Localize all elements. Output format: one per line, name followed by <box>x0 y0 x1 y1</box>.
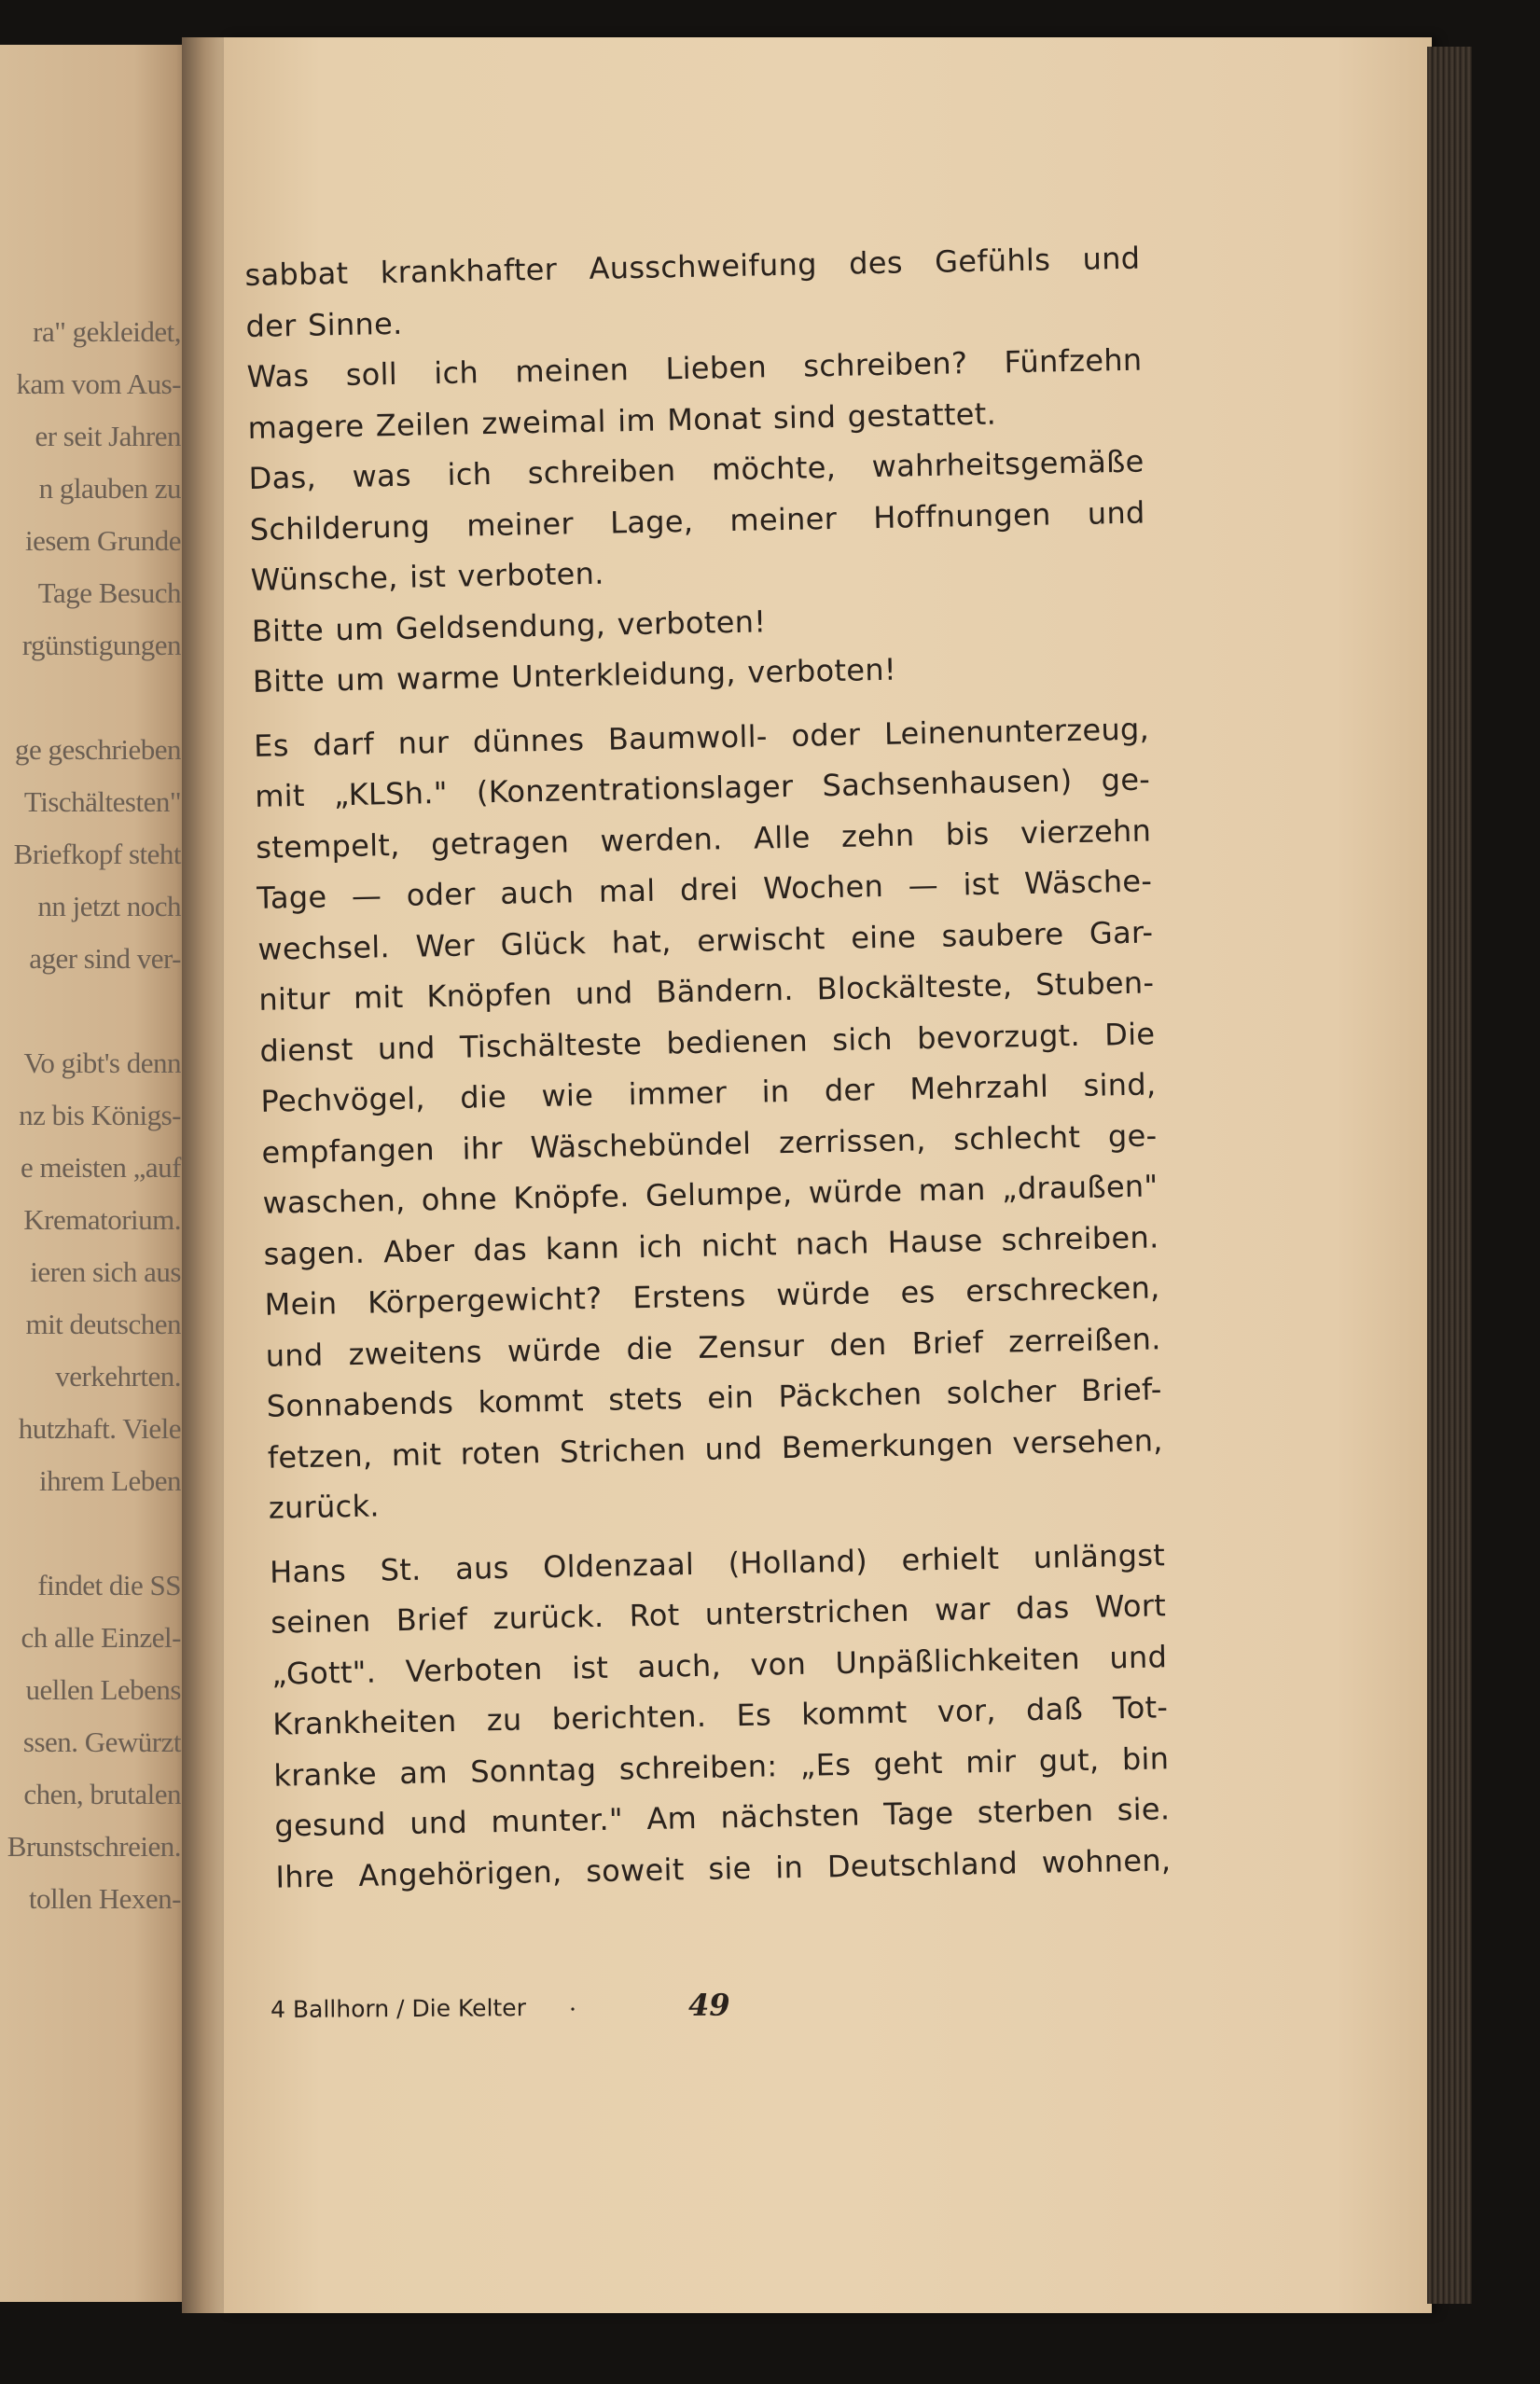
left-page <box>0 45 191 2302</box>
left-page-line: Krematorium. <box>23 1203 181 1236</box>
left-page-line: chen, brutalen <box>23 1778 181 1810</box>
text-line: Schilderung meiner Lage, meiner Hoffnungen und <box>249 494 1145 547</box>
left-page-line: rgünstigungen <box>21 629 181 661</box>
left-page-line: Briefkopf steht <box>13 838 181 870</box>
left-page-line: tollen Hexen- <box>28 1882 181 1915</box>
text-line: Was soll ich meinen Lieben schreiben? Fünfzehn <box>246 341 1143 395</box>
left-page-line: ieren sich aus <box>30 1255 181 1288</box>
left-page-line: Tage Besuch <box>37 576 181 609</box>
left-page-line: n glauben zu <box>38 472 181 505</box>
left-page-line: verkehrten. <box>55 1360 181 1393</box>
left-page-line: er seit Jahren <box>35 420 181 452</box>
text-line: Krankheiten zu berichten. Es kommt vor, daß Tot- <box>271 1689 1169 1742</box>
left-page-line: ager sind ver- <box>29 942 181 975</box>
footer-dot: · <box>569 1995 577 2023</box>
left-page-line: ssen. Gewürzt <box>22 1726 181 1758</box>
left-page-line: Brunstschreien. <box>7 1830 181 1863</box>
text-line: wechsel. Wer Glück hat, erwischt eine saubere Gar- <box>257 913 1154 967</box>
paragraph <box>244 233 1142 352</box>
text-line: sabbat krankhafter Ausschweifung des Gefühls und <box>244 240 1141 293</box>
left-page-gap <box>0 1507 181 1559</box>
text-line: kranke am Sonntag schreiben: „Es geht mir gut, bin <box>273 1739 1170 1794</box>
left-page-line: e meisten „auf <box>20 1151 181 1184</box>
left-page-gap <box>0 672 181 724</box>
left-page-line: ra" gekleidet, <box>33 315 181 348</box>
left-page-line: ch alle Einzel- <box>21 1621 181 1654</box>
left-page-text <box>0 306 181 1925</box>
left-page-line: Vo gibt's denn <box>23 1046 181 1079</box>
text-line: empfangen ihr Wäschebündel zerrissen, schlecht ge- <box>261 1116 1158 1171</box>
text-line: magere Zeilen zweimal im Monat sind gestattet. <box>247 395 997 446</box>
left-page-line: nn jetzt noch <box>37 890 181 922</box>
text-line: Bitte um Geldsendung, verboten! <box>251 603 767 649</box>
text-line: der Sinne. <box>245 305 403 344</box>
paragraph <box>248 437 1146 606</box>
text-line: stempelt, getragen werden. Alle zehn bis vierzehn <box>255 811 1152 866</box>
text-line: Bitte um warme Unterkleidung, verboten! <box>252 651 897 700</box>
text-line: waschen, ohne Knöpfe. Gelumpe, würde man „draußen" <box>262 1168 1158 1221</box>
left-page-line: ge geschrieben <box>14 733 181 766</box>
text-line: und zweitens würde die Zensur den Brief zerreißen. <box>265 1320 1161 1374</box>
text-line: Das, was ich schreiben möchte, wahrheitsgemäße <box>248 443 1145 496</box>
text-line: Tage — oder auch mal drei Wochen — ist Wäsche- <box>256 863 1153 916</box>
text-line: gesund und munter." Am nächsten Tage sterben sie. <box>274 1791 1171 1844</box>
text-line: Es darf nur dünnes Baumwoll- oder Leinenunterzeug, <box>253 710 1150 764</box>
left-page-line: kam vom Aus- <box>16 367 181 400</box>
page-body-text <box>244 233 1172 1903</box>
text-line: sagen. Aber das kann ich nicht nach Hause schreiben. <box>263 1218 1159 1272</box>
left-page-line: uellen Lebens <box>25 1673 181 1706</box>
left-page-line: iesem Grunde <box>24 524 181 557</box>
text-line: seinen Brief zurück. Rot unterstrichen war das Wort <box>270 1587 1167 1641</box>
left-page-line: Tischältesten" <box>23 785 181 818</box>
text-line: nitur mit Knöpfen und Bändern. Blockälteste, Stuben- <box>258 964 1155 1018</box>
text-line: dienst und Tischälteste bedienen sich bevorzugt. Die <box>259 1015 1156 1069</box>
left-page-gap <box>0 985 181 1037</box>
text-line: „Gott". Verboten ist auch, von Unpäßlichkeiten und <box>271 1638 1168 1692</box>
text-line: zurück. <box>268 1488 381 1526</box>
page-edges <box>1427 47 1472 2304</box>
left-page-line: findet die SS <box>37 1569 181 1601</box>
page-number: 49 <box>687 1987 730 2023</box>
text-line: fetzen, mit roten Strichen und Bemerkungen versehen, <box>267 1421 1164 1476</box>
paragraph <box>254 703 1165 1533</box>
text-line: Hans St. aus Oldenzaal (Holland) erhielt unlängst <box>269 1536 1166 1590</box>
text-line: Sonnabends kommt stets ein Päckchen solcher Brief- <box>266 1371 1162 1424</box>
paragraph <box>270 1530 1172 1903</box>
left-page-line: ihrem Leben <box>38 1464 181 1497</box>
left-page-line: hutzhaft. Viele <box>18 1412 181 1445</box>
text-line: Pechvögel, die wie immer in der Mehrzahl sind, <box>260 1066 1157 1119</box>
text-line: Wünsche, ist verboten. <box>250 555 604 598</box>
text-line: mit „KLSh." (Konzentrationslager Sachsenhausen) ge- <box>254 761 1151 814</box>
left-page-line: nz bis Königs- <box>19 1099 181 1131</box>
left-page-line: mit deutschen <box>25 1308 181 1340</box>
paragraph <box>246 335 1144 453</box>
signature-mark: 4 Ballhorn / Die Kelter <box>271 1994 527 2023</box>
text-line: Ihre Angehörigen, soweit sie in Deutschland wohnen, <box>275 1841 1172 1895</box>
text-line: Mein Körpergewicht? Erstens würde es erschrecken, <box>264 1269 1160 1323</box>
